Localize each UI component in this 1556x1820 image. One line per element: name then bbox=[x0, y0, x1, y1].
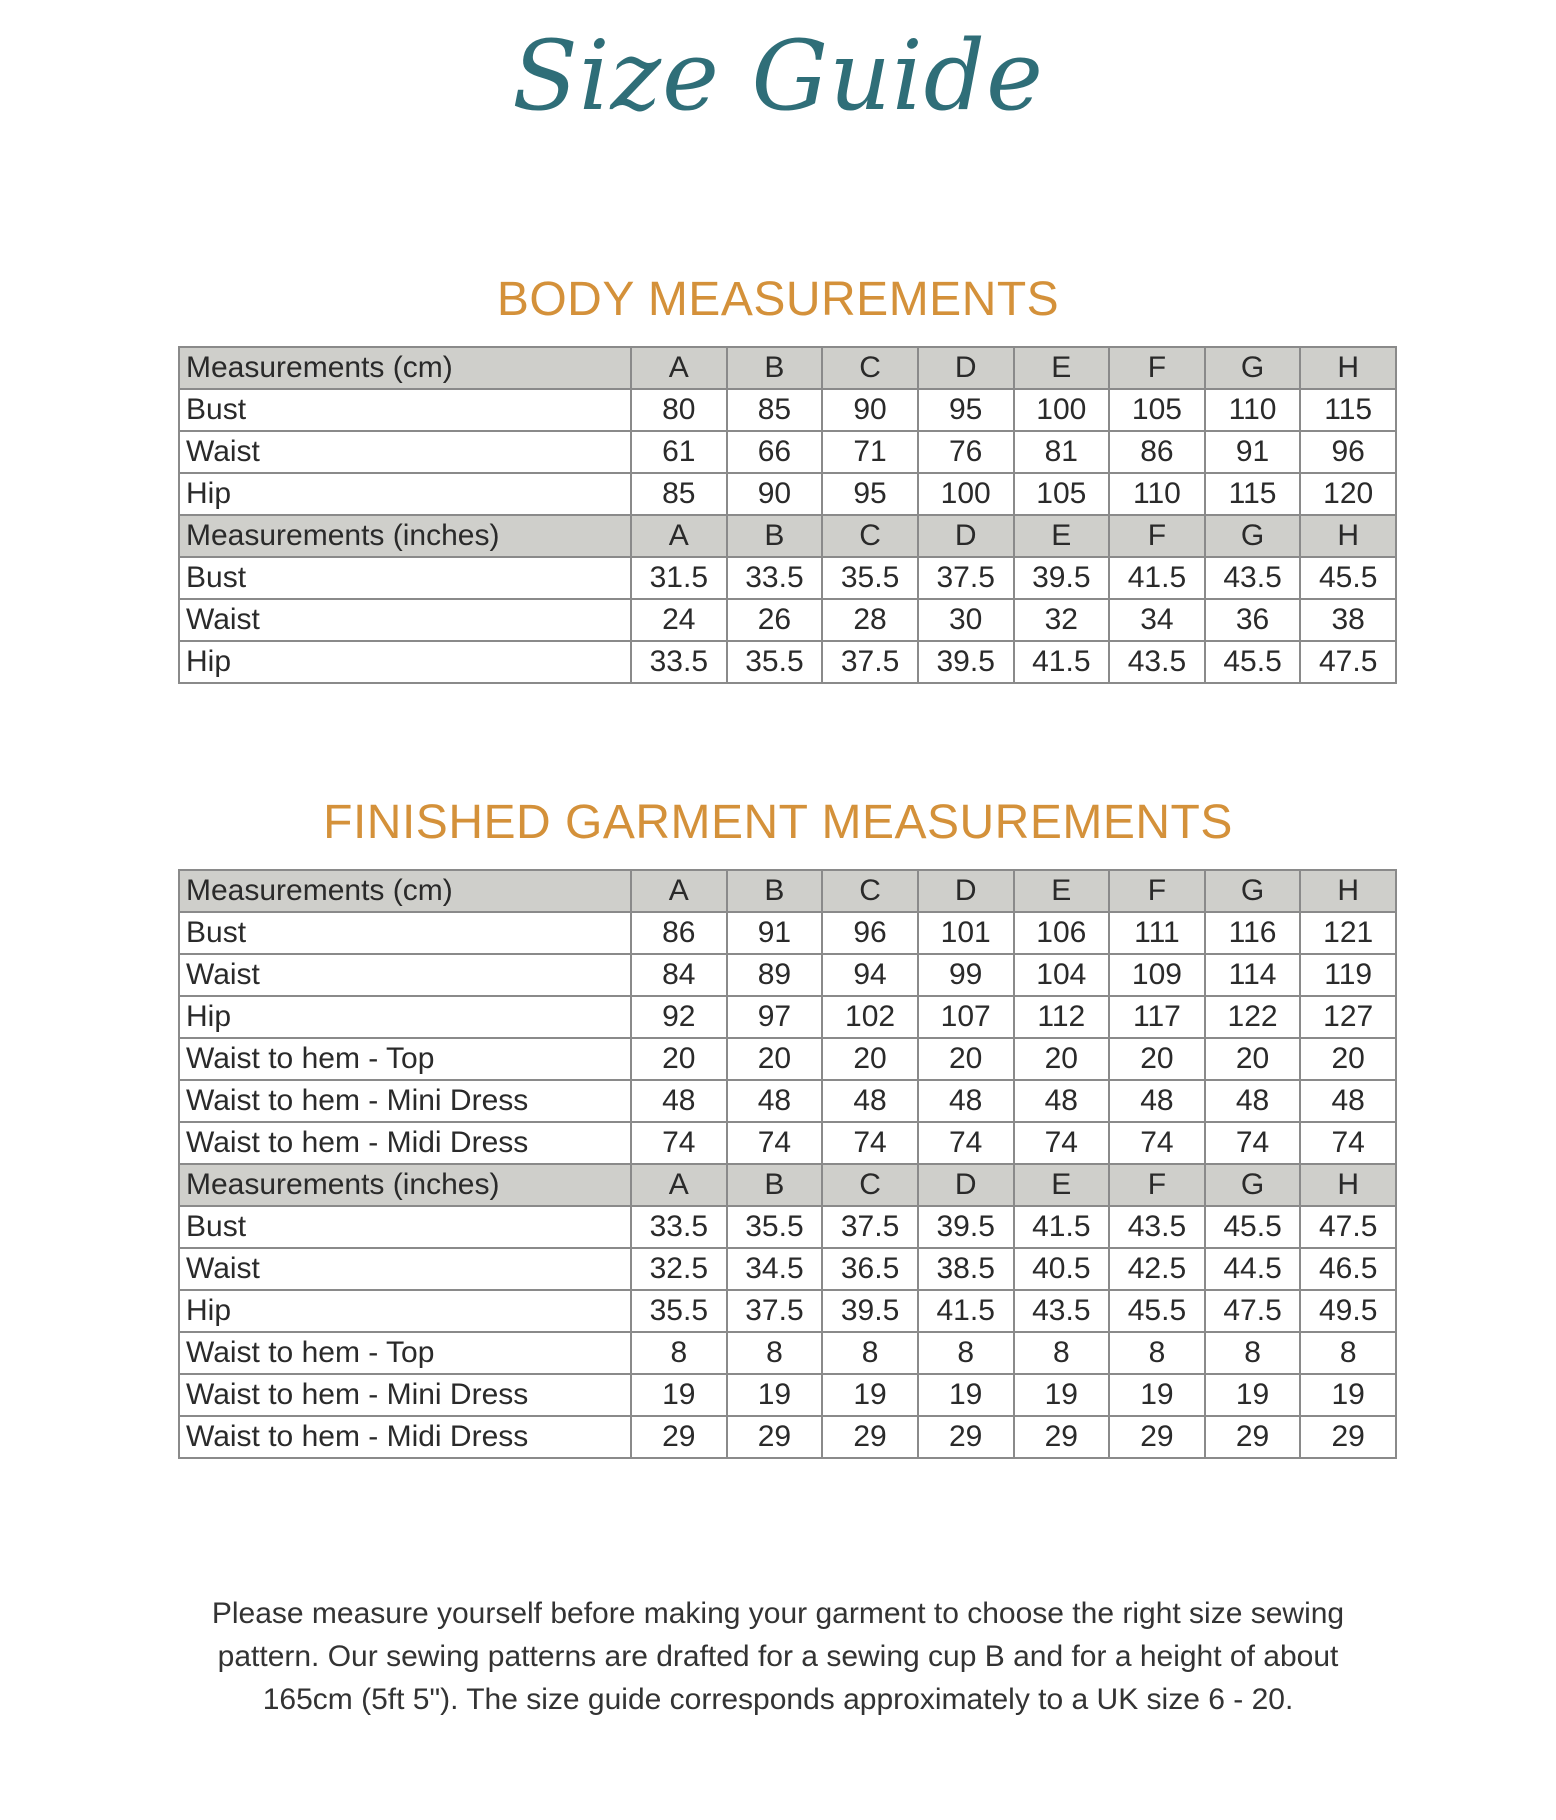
measurement-cell: 47.5 bbox=[1300, 1206, 1396, 1248]
measurement-cell: 100 bbox=[1014, 389, 1110, 431]
unit-header-cell: Measurements (cm) bbox=[179, 347, 631, 389]
table-row bbox=[179, 599, 1396, 641]
measurement-cell: 20 bbox=[1300, 1038, 1396, 1080]
unit-header-cell: Measurements (inches) bbox=[179, 515, 631, 557]
table-row bbox=[179, 1248, 1396, 1290]
measurement-cell: 33.5 bbox=[631, 1206, 727, 1248]
measurement-cell: 41.5 bbox=[1109, 557, 1205, 599]
measurement-cell: 48 bbox=[727, 1080, 823, 1122]
size-header-cell: B bbox=[727, 870, 823, 912]
size-header-cell: C bbox=[822, 870, 918, 912]
size-guide-note: Please measure yourself before making your garment to choose the right size sewing pattern. Our sewing patterns are drafted for a sewing cup B and for a height of about 165cm (5ft 5"). The size guide corresponds approximately to a UK size 6 - 20. bbox=[211, 1597, 1345, 1716]
measurement-cell: 20 bbox=[727, 1038, 823, 1080]
measurement-cell: 20 bbox=[918, 1038, 1014, 1080]
measurement-cell: 43.5 bbox=[1109, 1206, 1205, 1248]
measurement-cell: 19 bbox=[822, 1374, 918, 1416]
measurement-cell: 41.5 bbox=[918, 1290, 1014, 1332]
row-label-cell: Waist to hem - Midi Dress bbox=[179, 1416, 631, 1458]
measurement-cell: 45.5 bbox=[1300, 557, 1396, 599]
row-label-cell: Waist to hem - Mini Dress bbox=[179, 1374, 631, 1416]
measurement-cell: 105 bbox=[1109, 389, 1205, 431]
row-label-cell: Waist bbox=[179, 599, 631, 641]
measurement-cell: 85 bbox=[727, 389, 823, 431]
row-label-cell: Bust bbox=[179, 557, 631, 599]
row-label-cell: Bust bbox=[179, 1206, 631, 1248]
measurement-cell: 29 bbox=[1109, 1416, 1205, 1458]
measurement-cell: 48 bbox=[1300, 1080, 1396, 1122]
row-label-cell: Hip bbox=[179, 641, 631, 683]
measurement-cell: 100 bbox=[918, 473, 1014, 515]
measurement-cell: 110 bbox=[1205, 389, 1301, 431]
measurement-cell: 8 bbox=[1014, 1332, 1110, 1374]
measurement-cell: 48 bbox=[1109, 1080, 1205, 1122]
measurement-cell: 19 bbox=[1014, 1374, 1110, 1416]
row-label-cell: Bust bbox=[179, 389, 631, 431]
measurement-cell: 8 bbox=[727, 1332, 823, 1374]
size-header-cell: H bbox=[1300, 870, 1396, 912]
table-row bbox=[179, 1206, 1396, 1248]
measurement-cell: 121 bbox=[1300, 912, 1396, 954]
measurement-cell: 41.5 bbox=[1014, 641, 1110, 683]
measurement-cell: 37.5 bbox=[822, 641, 918, 683]
row-label-cell: Hip bbox=[179, 996, 631, 1038]
measurement-cell: 8 bbox=[918, 1332, 1014, 1374]
size-header-cell: G bbox=[1205, 870, 1301, 912]
page-title: Size Guide bbox=[512, 20, 1044, 132]
measurement-cell: 19 bbox=[1300, 1374, 1396, 1416]
row-label-cell: Waist to hem - Mini Dress bbox=[179, 1080, 631, 1122]
table-row bbox=[179, 1416, 1396, 1458]
measurement-cell: 35.5 bbox=[822, 557, 918, 599]
size-header-cell: F bbox=[1109, 1164, 1205, 1206]
measurement-cell: 92 bbox=[631, 996, 727, 1038]
measurement-cell: 8 bbox=[1300, 1332, 1396, 1374]
measurement-cell: 19 bbox=[727, 1374, 823, 1416]
measurement-cell: 48 bbox=[1014, 1080, 1110, 1122]
measurement-cell: 43.5 bbox=[1109, 641, 1205, 683]
measurement-cell: 48 bbox=[631, 1080, 727, 1122]
measurement-cell: 90 bbox=[822, 389, 918, 431]
size-header-cell: E bbox=[1014, 347, 1110, 389]
measurement-cell: 34 bbox=[1109, 599, 1205, 641]
row-label-cell: Hip bbox=[179, 1290, 631, 1332]
size-header-cell: B bbox=[727, 515, 823, 557]
measurement-cell: 20 bbox=[631, 1038, 727, 1080]
measurement-cell: 76 bbox=[918, 431, 1014, 473]
size-header-cell: F bbox=[1109, 515, 1205, 557]
measurement-cell: 20 bbox=[1205, 1038, 1301, 1080]
measurement-cell: 84 bbox=[631, 954, 727, 996]
measurement-cell: 33.5 bbox=[727, 557, 823, 599]
measurement-cell: 111 bbox=[1109, 912, 1205, 954]
size-header-cell: A bbox=[631, 870, 727, 912]
measurement-cell: 48 bbox=[1205, 1080, 1301, 1122]
measurement-cell: 107 bbox=[918, 996, 1014, 1038]
measurement-cell: 20 bbox=[1109, 1038, 1205, 1080]
measurement-cell: 37.5 bbox=[918, 557, 1014, 599]
measurement-cell: 45.5 bbox=[1109, 1290, 1205, 1332]
measurement-cell: 85 bbox=[631, 473, 727, 515]
measurement-cell: 29 bbox=[1014, 1416, 1110, 1458]
measurement-cell: 37.5 bbox=[822, 1206, 918, 1248]
measurement-cell: 40.5 bbox=[1014, 1248, 1110, 1290]
measurement-cell: 33.5 bbox=[631, 641, 727, 683]
measurement-cell: 101 bbox=[918, 912, 1014, 954]
measurement-cell: 28 bbox=[822, 599, 918, 641]
size-header-cell: D bbox=[918, 1164, 1014, 1206]
size-header-cell: H bbox=[1300, 515, 1396, 557]
table-row bbox=[179, 1038, 1396, 1080]
measurement-cell: 104 bbox=[1014, 954, 1110, 996]
measurement-cell: 41.5 bbox=[1014, 1206, 1110, 1248]
body-measurements-table bbox=[178, 346, 1397, 684]
table-row bbox=[179, 1290, 1396, 1332]
measurement-cell: 90 bbox=[727, 473, 823, 515]
measurement-cell: 36.5 bbox=[822, 1248, 918, 1290]
table-row bbox=[179, 641, 1396, 683]
table-row bbox=[179, 912, 1396, 954]
measurement-cell: 36 bbox=[1205, 599, 1301, 641]
measurement-cell: 43.5 bbox=[1014, 1290, 1110, 1332]
measurement-cell: 117 bbox=[1109, 996, 1205, 1038]
measurement-cell: 8 bbox=[1109, 1332, 1205, 1374]
measurement-cell: 19 bbox=[1205, 1374, 1301, 1416]
measurement-cell: 48 bbox=[822, 1080, 918, 1122]
measurement-cell: 30 bbox=[918, 599, 1014, 641]
measurement-cell: 89 bbox=[727, 954, 823, 996]
measurement-cell: 74 bbox=[631, 1122, 727, 1164]
measurement-cell: 49.5 bbox=[1300, 1290, 1396, 1332]
measurement-cell: 74 bbox=[727, 1122, 823, 1164]
measurement-cell: 42.5 bbox=[1109, 1248, 1205, 1290]
measurement-cell: 24 bbox=[631, 599, 727, 641]
measurement-cell: 8 bbox=[631, 1332, 727, 1374]
measurement-cell: 74 bbox=[918, 1122, 1014, 1164]
table-row bbox=[179, 954, 1396, 996]
table-header-row bbox=[179, 870, 1396, 912]
measurement-cell: 46.5 bbox=[1300, 1248, 1396, 1290]
size-header-cell: D bbox=[918, 347, 1014, 389]
measurement-cell: 71 bbox=[822, 431, 918, 473]
unit-header-cell: Measurements (cm) bbox=[179, 870, 631, 912]
measurement-cell: 122 bbox=[1205, 996, 1301, 1038]
measurement-cell: 116 bbox=[1205, 912, 1301, 954]
measurement-cell: 119 bbox=[1300, 954, 1396, 996]
measurement-cell: 20 bbox=[1014, 1038, 1110, 1080]
size-header-cell: E bbox=[1014, 870, 1110, 912]
measurement-cell: 47.5 bbox=[1205, 1290, 1301, 1332]
measurement-cell: 29 bbox=[918, 1416, 1014, 1458]
size-header-cell: D bbox=[918, 515, 1014, 557]
table-row bbox=[179, 1332, 1396, 1374]
garment-measurements-heading: FINISHED GARMENT MEASUREMENTS bbox=[323, 796, 1233, 849]
measurement-cell: 94 bbox=[822, 954, 918, 996]
unit-header-cell: Measurements (inches) bbox=[179, 1164, 631, 1206]
measurement-cell: 105 bbox=[1014, 473, 1110, 515]
measurement-cell: 97 bbox=[727, 996, 823, 1038]
measurement-cell: 29 bbox=[1205, 1416, 1301, 1458]
measurement-cell: 39.5 bbox=[1014, 557, 1110, 599]
row-label-cell: Bust bbox=[179, 912, 631, 954]
size-header-cell: A bbox=[631, 1164, 727, 1206]
measurement-cell: 35.5 bbox=[727, 641, 823, 683]
size-header-cell: C bbox=[822, 347, 918, 389]
table-row bbox=[179, 1080, 1396, 1122]
measurement-cell: 106 bbox=[1014, 912, 1110, 954]
table-row bbox=[179, 431, 1396, 473]
measurement-cell: 110 bbox=[1109, 473, 1205, 515]
measurement-cell: 95 bbox=[918, 389, 1014, 431]
measurement-cell: 81 bbox=[1014, 431, 1110, 473]
measurement-cell: 31.5 bbox=[631, 557, 727, 599]
measurement-cell: 127 bbox=[1300, 996, 1396, 1038]
measurement-cell: 74 bbox=[1205, 1122, 1301, 1164]
measurement-cell: 48 bbox=[918, 1080, 1014, 1122]
measurement-cell: 8 bbox=[1205, 1332, 1301, 1374]
measurement-cell: 86 bbox=[1109, 431, 1205, 473]
measurement-cell: 35.5 bbox=[631, 1290, 727, 1332]
measurement-cell: 39.5 bbox=[918, 1206, 1014, 1248]
size-header-cell: D bbox=[918, 870, 1014, 912]
measurement-cell: 29 bbox=[727, 1416, 823, 1458]
measurement-cell: 20 bbox=[822, 1038, 918, 1080]
measurement-cell: 35.5 bbox=[727, 1206, 823, 1248]
table-header-row bbox=[179, 515, 1396, 557]
measurement-cell: 29 bbox=[822, 1416, 918, 1458]
measurement-cell: 43.5 bbox=[1205, 557, 1301, 599]
measurement-cell: 80 bbox=[631, 389, 727, 431]
size-header-cell: G bbox=[1205, 1164, 1301, 1206]
measurement-cell: 45.5 bbox=[1205, 641, 1301, 683]
size-header-cell: C bbox=[822, 515, 918, 557]
size-header-cell: G bbox=[1205, 347, 1301, 389]
measurement-cell: 44.5 bbox=[1205, 1248, 1301, 1290]
measurement-cell: 34.5 bbox=[727, 1248, 823, 1290]
measurement-cell: 99 bbox=[918, 954, 1014, 996]
measurement-cell: 109 bbox=[1109, 954, 1205, 996]
size-header-cell: B bbox=[727, 347, 823, 389]
measurement-cell: 115 bbox=[1205, 473, 1301, 515]
measurement-cell: 26 bbox=[727, 599, 823, 641]
table-row bbox=[179, 1374, 1396, 1416]
measurement-cell: 102 bbox=[822, 996, 918, 1038]
size-header-cell: H bbox=[1300, 347, 1396, 389]
measurement-cell: 37.5 bbox=[727, 1290, 823, 1332]
measurement-cell: 39.5 bbox=[822, 1290, 918, 1332]
measurement-cell: 61 bbox=[631, 431, 727, 473]
size-header-cell: E bbox=[1014, 515, 1110, 557]
table-header-row bbox=[179, 1164, 1396, 1206]
size-header-cell: A bbox=[631, 515, 727, 557]
measurement-cell: 29 bbox=[1300, 1416, 1396, 1458]
size-header-cell: H bbox=[1300, 1164, 1396, 1206]
size-header-cell: F bbox=[1109, 347, 1205, 389]
size-header-cell: C bbox=[822, 1164, 918, 1206]
table-row bbox=[179, 557, 1396, 599]
measurement-cell: 47.5 bbox=[1300, 641, 1396, 683]
row-label-cell: Waist to hem - Top bbox=[179, 1332, 631, 1374]
body-measurements-heading: BODY MEASUREMENTS bbox=[496, 273, 1060, 326]
row-label-cell: Waist bbox=[179, 1248, 631, 1290]
table-header-row bbox=[179, 347, 1396, 389]
measurement-cell: 112 bbox=[1014, 996, 1110, 1038]
measurement-cell: 32.5 bbox=[631, 1248, 727, 1290]
measurement-cell: 32 bbox=[1014, 599, 1110, 641]
measurement-cell: 86 bbox=[631, 912, 727, 954]
row-label-cell: Waist bbox=[179, 431, 631, 473]
table-row bbox=[179, 389, 1396, 431]
table-row bbox=[179, 996, 1396, 1038]
measurement-cell: 19 bbox=[631, 1374, 727, 1416]
row-label-cell: Waist bbox=[179, 954, 631, 996]
measurement-cell: 115 bbox=[1300, 389, 1396, 431]
size-header-cell: A bbox=[631, 347, 727, 389]
row-label-cell: Waist to hem - Midi Dress bbox=[179, 1122, 631, 1164]
measurement-cell: 39.5 bbox=[918, 641, 1014, 683]
measurement-cell: 96 bbox=[822, 912, 918, 954]
measurement-cell: 74 bbox=[822, 1122, 918, 1164]
size-header-cell: E bbox=[1014, 1164, 1110, 1206]
measurement-cell: 19 bbox=[1109, 1374, 1205, 1416]
measurement-cell: 96 bbox=[1300, 431, 1396, 473]
table-row bbox=[179, 473, 1396, 515]
size-header-cell: B bbox=[727, 1164, 823, 1206]
measurement-cell: 91 bbox=[1205, 431, 1301, 473]
measurement-cell: 114 bbox=[1205, 954, 1301, 996]
measurement-cell: 95 bbox=[822, 473, 918, 515]
size-header-cell: F bbox=[1109, 870, 1205, 912]
measurement-cell: 38 bbox=[1300, 599, 1396, 641]
measurement-cell: 19 bbox=[918, 1374, 1014, 1416]
row-label-cell: Waist to hem - Top bbox=[179, 1038, 631, 1080]
measurement-cell: 74 bbox=[1014, 1122, 1110, 1164]
measurement-cell: 74 bbox=[1109, 1122, 1205, 1164]
measurement-cell: 8 bbox=[822, 1332, 918, 1374]
row-label-cell: Hip bbox=[179, 473, 631, 515]
garment-measurements-table bbox=[178, 869, 1397, 1459]
measurement-cell: 38.5 bbox=[918, 1248, 1014, 1290]
table-row bbox=[179, 1122, 1396, 1164]
measurement-cell: 45.5 bbox=[1205, 1206, 1301, 1248]
measurement-cell: 29 bbox=[631, 1416, 727, 1458]
measurement-cell: 91 bbox=[727, 912, 823, 954]
measurement-cell: 74 bbox=[1300, 1122, 1396, 1164]
measurement-cell: 66 bbox=[727, 431, 823, 473]
measurement-cell: 120 bbox=[1300, 473, 1396, 515]
size-header-cell: G bbox=[1205, 515, 1301, 557]
